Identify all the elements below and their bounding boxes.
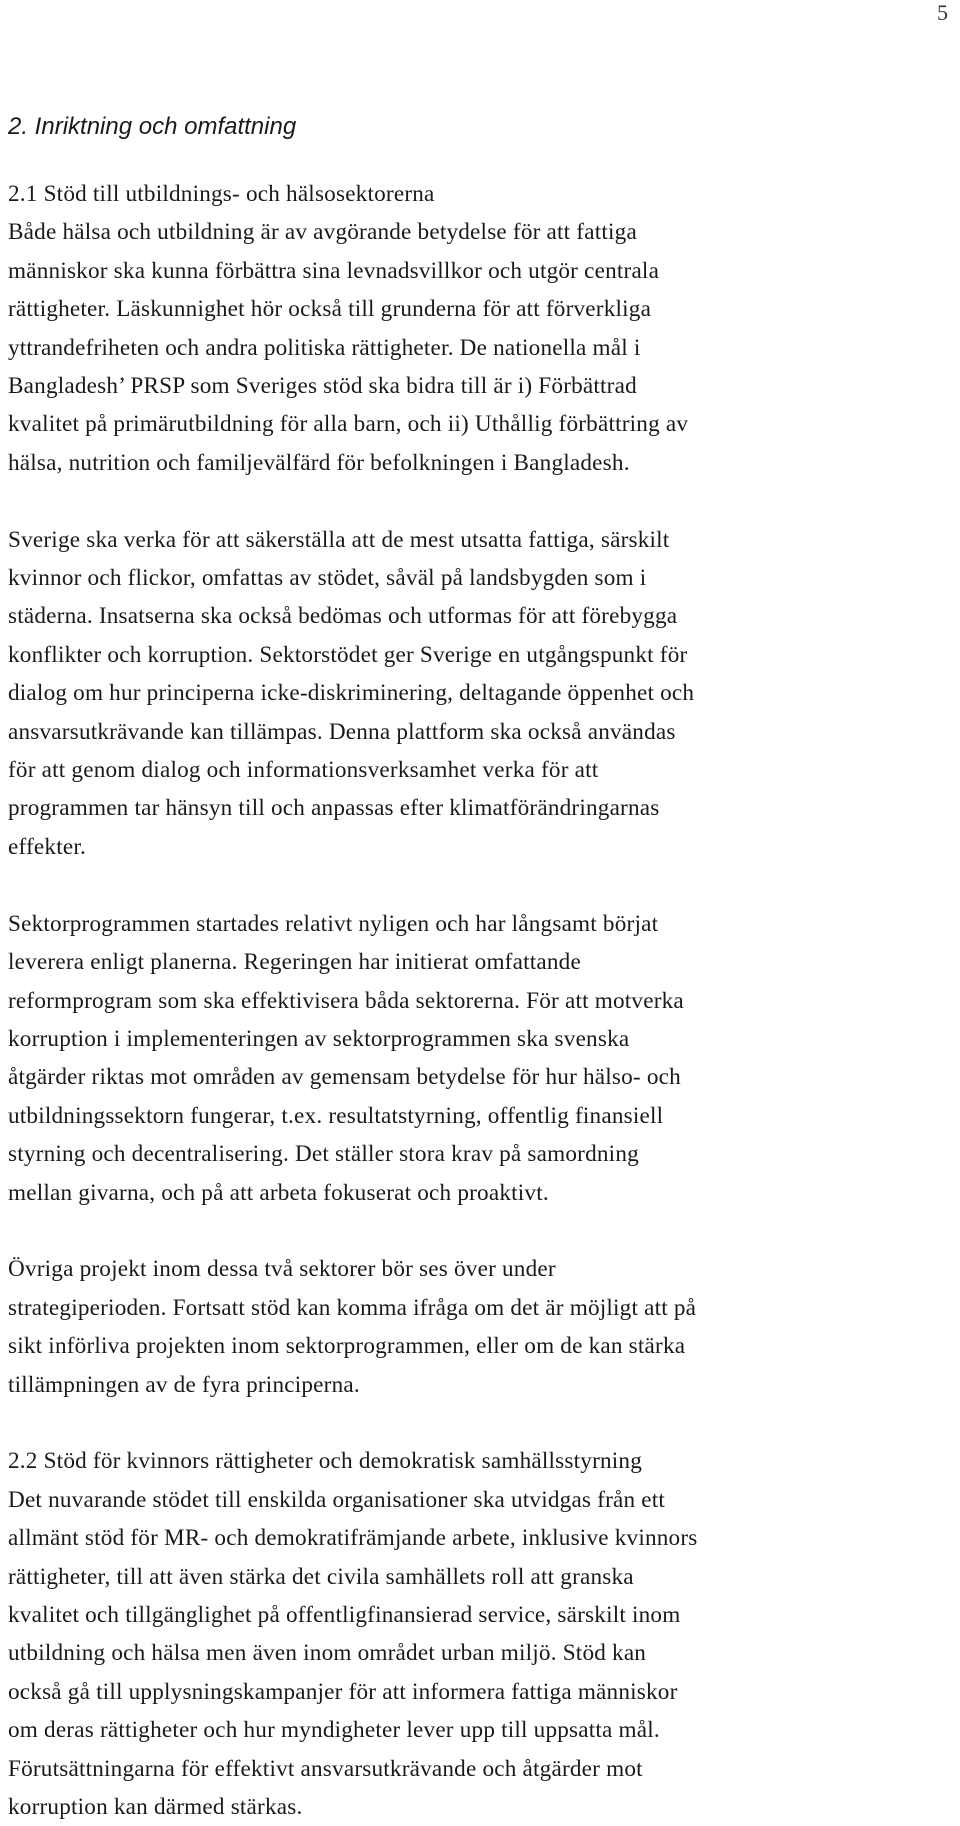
text-line: sikt införliva projekten inom sektorprogrammen, eller om de kan stärka [8,1333,686,1360]
text-line: konflikter och korruption. Sektorstödet ger Sverige en utgångspunkt för [8,641,688,668]
text-line: Sverige ska verka för att säkerställa att de mest utsatta fattiga, särskilt [8,526,670,553]
text-line: också gå till upplysningskampanjer för att informera fattiga människor [8,1678,678,1705]
text-line: styrning och decentralisering. Det ställer stora krav på samordning [8,1141,639,1168]
text-line: kvalitet och tillgänglighet på offentligfinansierad service, särskilt inom [8,1601,681,1628]
text-line: hälsa, nutrition och familjevälfärd för befolkningen i Bangladesh. [8,449,630,476]
text-line: mellan givarna, och på att arbeta fokuserat och proaktivt. [8,1179,549,1206]
text-line: dialog om hur principerna icke-diskriminering, deltagande öppenhet och [8,680,695,707]
text-line: tillämpningen av de fyra principerna. [8,1371,360,1398]
text-line: Det nuvarande stödet till enskilda organisationer ska utvidgas från ett [8,1486,666,1513]
text-line: utbildning och hälsa men även inom området urban miljö. Stöd kan [8,1640,647,1667]
text-line: yttrandefriheten och andra politiska rättigheter. De nationella mål i [8,334,641,361]
text-line: kvinnor och flickor, omfattas av stödet, såväl på landsbygden som i [8,565,647,592]
text-line: människor ska kunna förbättra sina levnadsvillkor och utgör centrala [8,257,660,284]
paragraph-3 [8,905,960,1212]
text-line: Övriga projekt inom dessa två sektorer bör ses över under [8,1256,556,1283]
paragraph-2 [8,521,960,867]
document-body [8,175,960,1826]
text-line: ansvarsutkrävande kan tillämpas. Denna plattform ska också användas [8,718,676,745]
subheading-2-2: 2.2 Stöd för kvinnors rättigheter och demokratisk samhällsstyrning [8,1448,643,1475]
text-line: Både hälsa och utbildning är av avgörande betydelse för att fattiga [8,219,637,246]
text-line: Förutsättningarna för effektivt ansvarsutkrävande och åtgärder mot [8,1755,643,1782]
text-line: korruption kan därmed stärkas. [8,1794,303,1820]
text-line: städerna. Insatserna ska också bedömas och utformas för att förebygga [8,603,678,630]
text-line: Bangladesh’ PRSP som Sveriges stöd ska bidra till är i) Förbättrad [8,373,637,400]
page-number: 5 [937,0,948,25]
text-line: om deras rättigheter och hur myndigheter lever upp till uppsatta mål. [8,1717,660,1744]
text-line: rättigheter, till att även stärka det civila samhällets roll att granska [8,1563,634,1590]
text-line: effekter. [8,833,86,860]
text-line: leverera enligt planerna. Regeringen har initierat omfattande [8,949,581,976]
text-line: reformprogram som ska effektivisera båda sektorerna. För att motverka [8,987,684,1014]
text-line: Sektorprogrammen startades relativt nyligen och har långsamt börjat [8,910,659,937]
subheading-2-1: 2.1 Stöd till utbildnings- och hälsosektorerna [8,181,435,207]
section-heading: 2. Inriktning och omfattning [8,113,297,140]
text-line: kvalitet på primärutbildning för alla barn, och ii) Uthållig förbättring av [8,411,689,438]
text-line: korruption i implementeringen av sektorprogrammen ska svenska [8,1025,630,1052]
text-line: strategiperioden. Fortsatt stöd kan komma ifråga om det är möjligt att på [8,1294,697,1321]
text-line: programmen tar hänsyn till och anpassas efter klimatförändringarnas [8,795,660,822]
text-line: allmänt stöd för MR- och demokratifrämjande arbete, inklusive kvinnors [8,1525,698,1552]
text-line: åtgärder riktas mot områden av gemensam betydelse för hur hälso- och [8,1064,681,1091]
text-line: utbildningssektorn fungerar, t.ex. resultatstyrning, offentlig finansiell [8,1102,664,1129]
paragraph-5 [8,1442,960,1826]
paragraph-4 [8,1250,960,1404]
text-line: rättigheter. Läskunnighet hör också till grunderna för att förverkliga [8,296,652,323]
text-line: för att genom dialog och informationsverksamhet verka för att [8,757,599,784]
paragraph-1 [8,175,960,482]
